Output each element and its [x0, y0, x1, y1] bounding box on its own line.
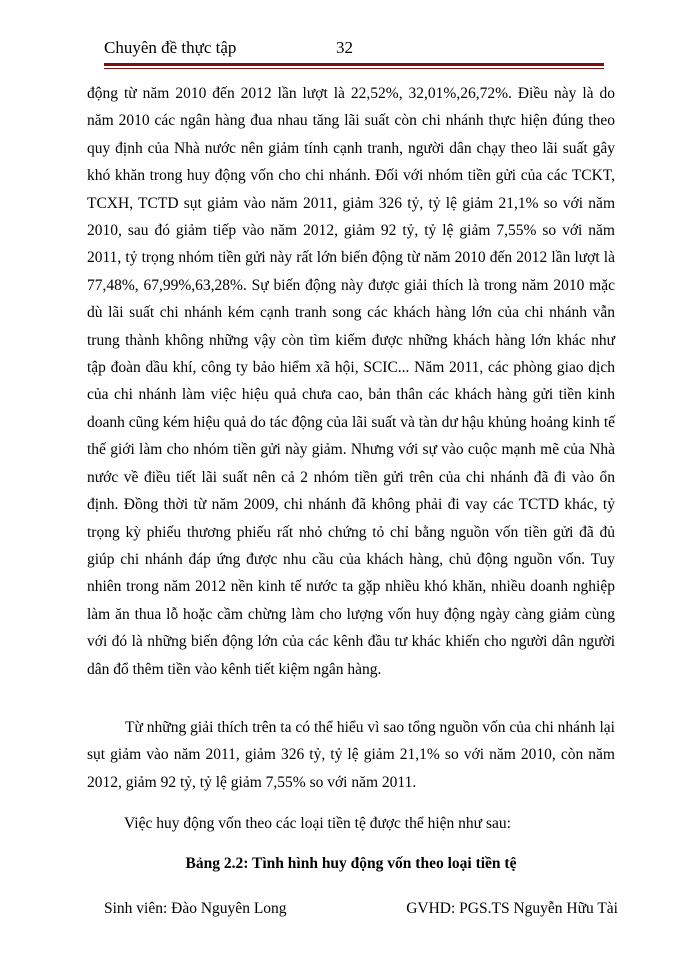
page-header [104, 38, 604, 62]
document-title: Chuyên đề thực tập [104, 38, 237, 57]
paragraph-1: động từ năm 2010 đến 2012 lần lượt là 22,52%, 32,01%,26,72%. Điều này là do năm 2010 các ngân hàng đua nhau tăng lãi suất còn chi nhánh thực hiện đúng theo quy định của Nhà nước nên giảm tính cạnh tranh, người dân chạy theo lãi suất gây khó khăn trong huy động vốn cho chi nhánh. Đối với nhóm tiền gửi của các TCKT, TCXH, TCTD sụt giảm vào năm 2011, giảm 326 tỷ, tỷ lệ giảm 21,1% so với năm 2010, sau đó giảm tiếp vào năm 2012, giảm 92 tỷ, tỷ lệ giảm 7,55% so với năm 2011, tỷ trọng nhóm tiền gửi này rất lớn biến động từ năm 2010 đến 2012 lần lượt là 77,48%, 67,99%,63,28%. Sự biến động này được giải thích là trong năm 2010 mặc dù lãi suất chi nhánh kém cạnh tranh song các khách hàng lớn của chi nhánh vẫn trung thành không những vậy còn tìm kiếm được những khách hàng lớn khác như tập đoàn dầu khí, công ty bảo hiểm xã hội, SCIC... Năm 2011, các phòng giao dịch của chi nhánh làm việc hiệu quả chưa cao, bản thân các khách hàng gửi tiền kinh doanh cũng kém hiệu quả do tác động của lãi suất và tàn dư hậu khủng hoảng kinh tế thế giới làm cho nhóm tiền gửi này giảm. Nhưng với sự vào cuộc mạnh mẽ của Nhà nước về điều tiết lãi suất nên cả 2 nhóm tiền gửi trên của chi nhánh đã đi vào ổn định. Đồng thời từ năm 2009, chi nhánh đã không phải đi vay các TCTD khác, tỷ trọng kỳ phiếu thương phiếu rất nhỏ chứng tỏ chỉ bằng nguồn vốn tiền gửi đã đủ giúp chi nhánh đáp ứng được nhu cầu của khách hàng, chủ động nguồn vốn. Tuy nhiên trong năm 2012 nền kinh tế nước ta gặp nhiều khó khăn, nhiều doanh nghiệp làm ăn thua lỗ hoặc cầm chừng làm cho lượng vốn huy động ngày càng giảm cùng với đó là những biến động lớn của các kênh đầu tư khác khiến cho người dân người dân đổ thêm tiền vào kênh tiết kiệm ngân hàng. [87, 85, 615, 678]
table-intro-line: Việc huy động vốn theo các loại tiền tệ được thể hiện như sau: [124, 815, 511, 832]
table-title: Bảng 2.2: Tình hình huy động vốn theo loại tiền tệ [185, 855, 517, 872]
page-number: 32 [336, 38, 353, 57]
main-text [87, 80, 615, 683]
header-rule-thin [104, 68, 604, 69]
header-rule-thick [104, 63, 604, 66]
paragraph-2: Từ những giải thích trên ta có thể hiểu vì sao tổng nguồn vốn của chi nhánh lại sụt giảm vào năm 2011, giảm 326 tỷ, tỷ lệ giảm 21,1% so với năm 2010, còn năm 2012, giảm 92 tỷ, tỷ lệ giảm 7,55% so với năm 2011. [87, 719, 615, 791]
footer-advisor: GVHD: PGS.TS Nguyễn Hữu Tài [406, 900, 618, 917]
footer-student: Sinh viên: Đào Nguyên Long [104, 900, 287, 917]
